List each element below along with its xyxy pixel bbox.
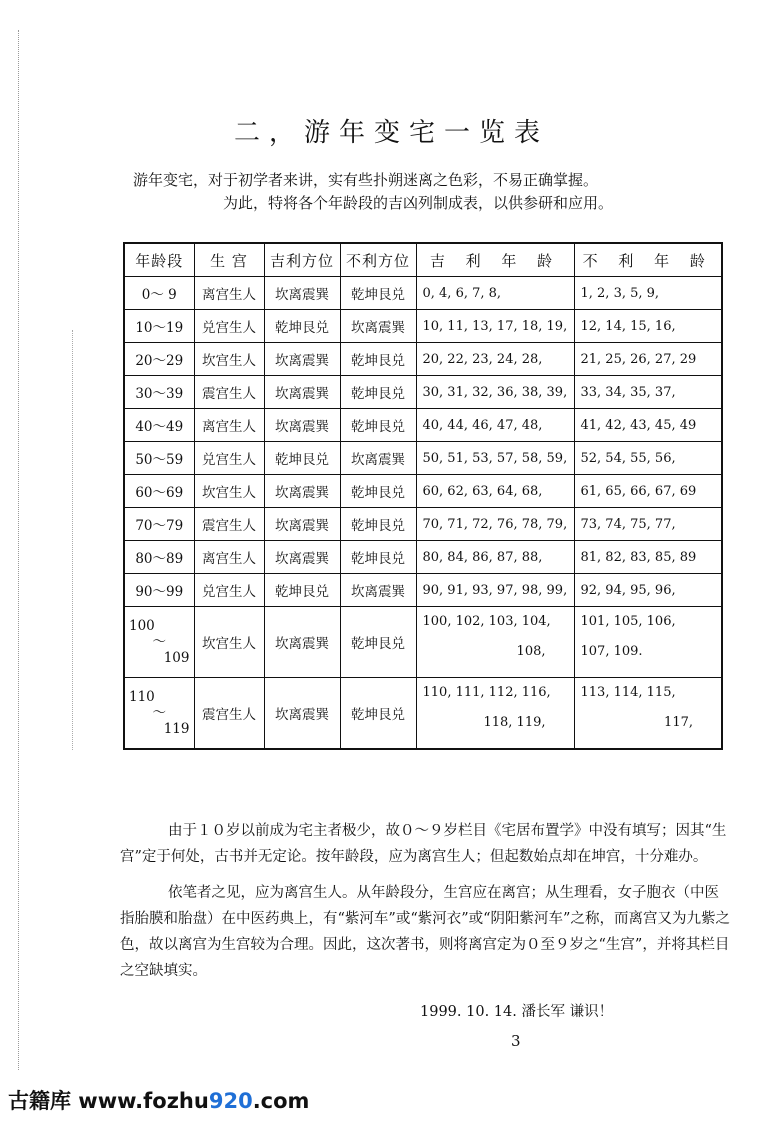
good-ages-line-2: 108, <box>516 644 546 659</box>
table-header-row <box>124 243 722 277</box>
birth-palace-cell: 离宫生人 <box>194 541 264 574</box>
table-row <box>124 574 722 607</box>
bad-ages-cell: 52, 54, 55, 56, <box>574 442 722 475</box>
page-title: 二，游年变宅一览表 <box>233 118 549 148</box>
birth-palace-cell: 兑宫生人 <box>194 574 264 607</box>
birth-palace-cell: 坎宫生人 <box>194 607 264 678</box>
birth-palace-cell: 离宫生人 <box>194 277 264 310</box>
good-direction-cell: 坎离震巽 <box>264 409 340 442</box>
bad-ages-cell <box>574 678 722 750</box>
intro-line-1: 游年变宅，对于初学者来讲，实有些扑朔迷离之色彩，不易正确掌握。 <box>133 171 599 189</box>
birth-palace-cell: 震宫生人 <box>194 678 264 750</box>
good-direction-cell: 坎离震巽 <box>264 678 340 750</box>
age-range-cell: 30～39 <box>124 376 194 409</box>
good-ages-cell: 80, 84, 86, 87, 88, <box>416 541 574 574</box>
bad-ages-line-2: 107, 109. <box>580 644 643 659</box>
bad-ages-line-1: 101, 105, 106, <box>580 614 676 629</box>
bad-direction-cell: 乾坤艮兑 <box>340 475 416 508</box>
good-direction-cell: 乾坤艮兑 <box>264 442 340 475</box>
good-ages-line-1: 100, 102, 103, 104, <box>422 614 551 629</box>
good-direction-cell: 坎离震巽 <box>264 541 340 574</box>
note-paragraph-2 <box>120 880 730 984</box>
bad-direction-cell: 坎离震巽 <box>340 574 416 607</box>
age-separator: ～ <box>152 705 166 721</box>
table-row <box>124 343 722 376</box>
intro-line-2: 为此，特将各个年龄段的吉凶列制成表，以供参研和应用。 <box>223 194 614 212</box>
paragraph-text: 依笔者之见，应为离宫生人。从年龄段分，生宫应在离宫；从生理看，女子胞衣（中医指胎膜和胎盘）在中医药典上，有“紫河车”或“紫河衣”或“阴阳紫河车”之称，而离宫又为九紫之色，故以离宫为生宫较为合理。因此，这次著书，则将离宫定为０至９岁之“生宫”，并将其栏目之空缺填实。 <box>120 885 730 979</box>
bad-ages-line-1: 113, 114, 115, <box>580 685 676 700</box>
bad-ages-cell: 81, 82, 83, 85, 89 <box>574 541 722 574</box>
margin-scan-line <box>18 30 20 1070</box>
site-watermark <box>8 1085 309 1115</box>
age-range-cell <box>124 607 194 678</box>
bad-direction-cell: 乾坤艮兑 <box>340 277 416 310</box>
age-range-cell: 70～79 <box>124 508 194 541</box>
good-ages-line-1: 110, 111, 112, 116, <box>422 685 551 700</box>
bad-direction-cell: 乾坤艮兑 <box>340 678 416 750</box>
bad-direction-cell: 乾坤艮兑 <box>340 343 416 376</box>
bad-ages-cell: 21, 25, 26, 27, 29 <box>574 343 722 376</box>
header-bad-direction: 不利方位 <box>340 243 416 277</box>
birth-palace-cell: 震宫生人 <box>194 376 264 409</box>
youyear-table <box>123 242 723 750</box>
age-range-cell: 60～69 <box>124 475 194 508</box>
table-row <box>124 475 722 508</box>
good-ages-cell <box>416 678 574 750</box>
good-ages-cell: 30, 31, 32, 36, 38, 39, <box>416 376 574 409</box>
table-row <box>124 442 722 475</box>
good-ages-cell: 40, 44, 46, 47, 48, <box>416 409 574 442</box>
good-ages-cell: 10, 11, 13, 17, 18, 19, <box>416 310 574 343</box>
bad-direction-cell: 乾坤艮兑 <box>340 541 416 574</box>
age-range-cell: 40～49 <box>124 409 194 442</box>
good-ages-cell: 90, 91, 93, 97, 98, 99, <box>416 574 574 607</box>
header-age-range: 年龄段 <box>124 243 194 277</box>
page-number: 3 <box>511 1032 521 1050</box>
table-row <box>124 376 722 409</box>
age-range-cell: 80～89 <box>124 541 194 574</box>
bad-ages-cell: 12, 14, 15, 16, <box>574 310 722 343</box>
bad-ages-line-2: 117, <box>664 715 693 730</box>
good-direction-cell: 坎离震巽 <box>264 607 340 678</box>
age-to: 109 <box>163 650 190 666</box>
header-good-ages: 吉 利 年 龄 <box>416 243 574 277</box>
header-bad-ages: 不 利 年 龄 <box>574 243 722 277</box>
good-direction-cell: 乾坤艮兑 <box>264 574 340 607</box>
good-ages-line-2: 118, 119, <box>483 715 546 730</box>
margin-scan-line <box>72 330 74 750</box>
age-range-cell <box>124 678 194 750</box>
table-row <box>124 310 722 343</box>
table-row <box>124 409 722 442</box>
age-range-cell: 50～59 <box>124 442 194 475</box>
bad-direction-cell: 坎离震巽 <box>340 442 416 475</box>
birth-palace-cell: 兑宫生人 <box>194 310 264 343</box>
watermark-accent: 920 <box>208 1089 253 1113</box>
header-good-direction: 吉利方位 <box>264 243 340 277</box>
header-birth-palace: 生 宫 <box>194 243 264 277</box>
good-ages-cell: 50, 51, 53, 57, 58, 59, <box>416 442 574 475</box>
good-ages-cell: 20, 22, 23, 24, 28, <box>416 343 574 376</box>
age-range-cell: 20～29 <box>124 343 194 376</box>
birth-palace-cell: 坎宫生人 <box>194 343 264 376</box>
age-from: 100 <box>129 618 155 634</box>
good-direction-cell: 坎离震巽 <box>264 343 340 376</box>
good-direction-cell: 坎离震巽 <box>264 508 340 541</box>
table-row <box>124 678 722 750</box>
age-to: 119 <box>163 721 190 737</box>
good-direction-cell: 坎离震巽 <box>264 277 340 310</box>
bad-direction-cell: 乾坤艮兑 <box>340 409 416 442</box>
bad-direction-cell: 乾坤艮兑 <box>340 376 416 409</box>
bad-ages-cell: 61, 65, 66, 67, 69 <box>574 475 722 508</box>
table-row <box>124 508 722 541</box>
bad-direction-cell: 乾坤艮兑 <box>340 607 416 678</box>
bad-ages-cell: 1, 2, 3, 5, 9, <box>574 277 722 310</box>
author-signature: 1999. 10. 14. 潘长军 谦识！ <box>420 1004 614 1020</box>
good-ages-cell: 0, 4, 6, 7, 8, <box>416 277 574 310</box>
watermark-prefix: 古籍库 www.fozhu <box>8 1089 209 1113</box>
age-from: 110 <box>129 689 155 705</box>
birth-palace-cell: 震宫生人 <box>194 508 264 541</box>
bad-ages-cell: 73, 74, 75, 77, <box>574 508 722 541</box>
age-range-cell: 0～ 9 <box>124 277 194 310</box>
good-ages-cell: 70, 71, 72, 76, 78, 79, <box>416 508 574 541</box>
good-ages-cell <box>416 607 574 678</box>
watermark-suffix: .com <box>252 1089 310 1113</box>
age-range-cell: 10～19 <box>124 310 194 343</box>
age-range-cell: 90～99 <box>124 574 194 607</box>
bad-ages-cell <box>574 607 722 678</box>
birth-palace-cell: 离宫生人 <box>194 409 264 442</box>
good-ages-cell: 60, 62, 63, 64, 68, <box>416 475 574 508</box>
bad-ages-cell: 33, 34, 35, 37, <box>574 376 722 409</box>
bad-direction-cell: 乾坤艮兑 <box>340 508 416 541</box>
paragraph-text: 由于１０岁以前成为宅主者极少，故０～９岁栏目《宅居布置学》中没有填写；因其“生宫”定于何处，古书并无定论。按年龄段，应为离宫生人；但起数始点却在坤宫，十分难办。 <box>120 823 727 865</box>
table-row <box>124 541 722 574</box>
birth-palace-cell: 坎宫生人 <box>194 475 264 508</box>
bad-ages-cell: 92, 94, 95, 96, <box>574 574 722 607</box>
bad-ages-cell: 41, 42, 43, 45, 49 <box>574 409 722 442</box>
good-direction-cell: 乾坤艮兑 <box>264 310 340 343</box>
good-direction-cell: 坎离震巽 <box>264 376 340 409</box>
good-direction-cell: 坎离震巽 <box>264 475 340 508</box>
birth-palace-cell: 兑宫生人 <box>194 442 264 475</box>
table-row <box>124 607 722 678</box>
table-row <box>124 277 722 310</box>
bad-direction-cell: 坎离震巽 <box>340 310 416 343</box>
note-paragraph-1 <box>120 818 730 870</box>
age-separator: ～ <box>152 634 166 650</box>
